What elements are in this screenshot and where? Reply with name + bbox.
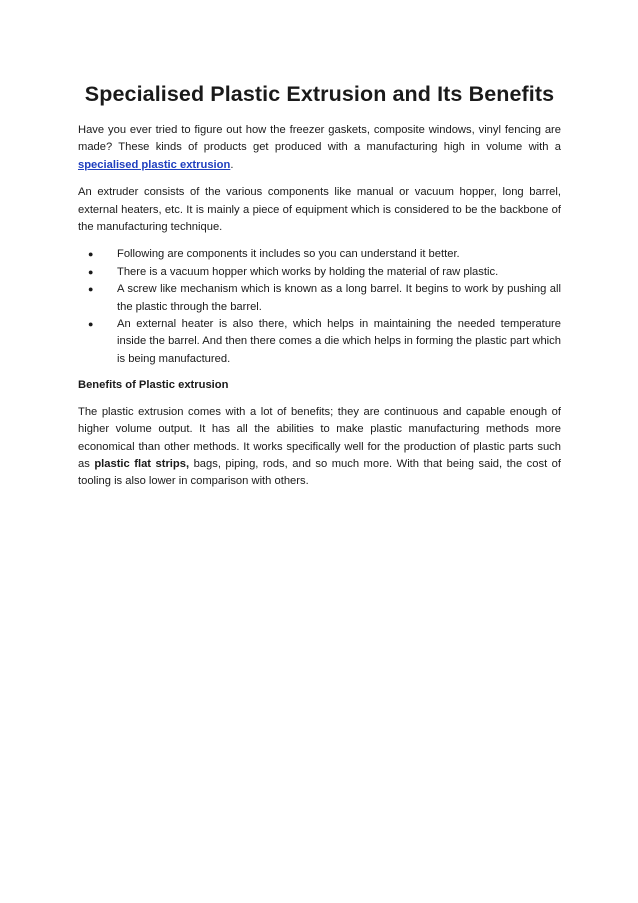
benefits-text: The plastic extrusion comes with a lot of benefits; they are continuous and capable enough of higher volume output. It has all the abilities to make plastic manufacturing methods more economical than other methods. It works specifically well for the production of plastic parts such as [78, 405, 561, 470]
benefits-paragraph [78, 404, 561, 491]
list-item [88, 316, 561, 368]
components-list [78, 246, 561, 368]
benefits-text-end: bags, piping, rods, and so much more. With that being said, the cost of tooling is also lower in comparison with others. [78, 457, 561, 488]
list-item-text: An external heater is also there, which helps in maintaining the needed temperature inside the barrel. And then there comes a die which helps in forming the plastic part which is being manufactured. [117, 318, 561, 365]
bullet-icon: ● [88, 319, 94, 330]
list-item [88, 281, 561, 316]
list-item-text: There is a vacuum hopper which works by holding the material of raw plastic. [117, 265, 499, 278]
intro-paragraph [78, 122, 561, 174]
bullet-icon: ● [88, 249, 94, 260]
specialised-plastic-extrusion-link[interactable]: specialised plastic extrusion [78, 158, 231, 171]
list-item-text: A screw like mechanism which is known as a long barrel. It begins to work by pushing all the plastic through the barrel. [117, 283, 561, 313]
list-item [88, 246, 561, 263]
benefits-subheading: Benefits of Plastic extrusion [78, 379, 229, 392]
intro-text: Have you ever tried to figure out how the freezer gaskets, composite windows, vinyl fencing are made? These kinds of products get produced with a manufacturing high in volume with a [78, 124, 561, 154]
list-item-text: Following are components it includes so you can understand it better. [117, 248, 460, 261]
page-title: Specialised Plastic Extrusion and Its Benefits [84, 82, 555, 106]
benefits-bold-text: plastic flat strips, [94, 457, 190, 470]
bullet-icon: ● [88, 284, 94, 295]
intro-period: . [230, 158, 234, 171]
extruder-paragraph: An extruder consists of the various components like manual or vacuum hopper, long barrel, external heaters, etc. It is mainly a piece of equipment which is considered to be the backbone of the manufacturing technique. [78, 186, 561, 234]
list-item [88, 264, 561, 281]
bullet-icon: ● [88, 266, 94, 277]
